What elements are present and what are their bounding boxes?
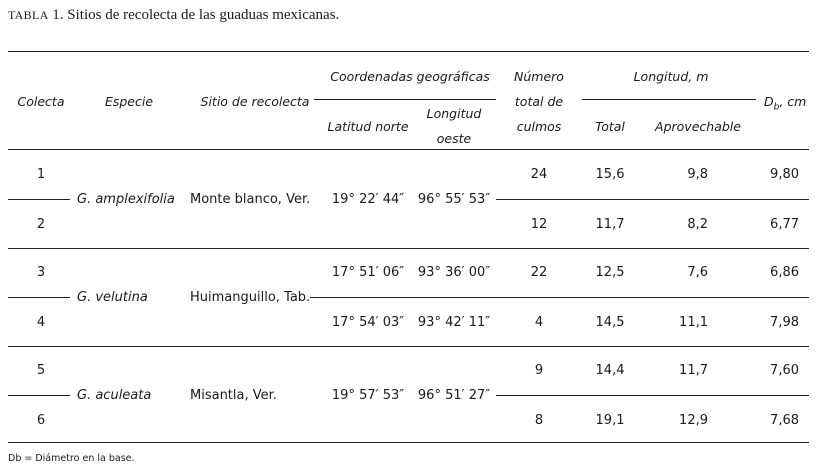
total-cell: 12,5 bbox=[595, 265, 625, 280]
header-numero-l2: total de bbox=[514, 94, 564, 109]
especie-cell: G. velutina bbox=[77, 290, 148, 305]
aprovechable-cell: 8,2 bbox=[687, 217, 708, 232]
table-label-number: 1. bbox=[52, 7, 64, 23]
culmos-cell: 4 bbox=[534, 315, 544, 330]
especie-cell: G. aculeata bbox=[77, 388, 152, 403]
row-divider bbox=[496, 199, 809, 200]
aprovechable-cell: 9,8 bbox=[687, 167, 708, 182]
header-coordenadas: Coordenadas geográficas bbox=[330, 69, 490, 84]
db-cell: 9,80 bbox=[770, 167, 799, 182]
longitud-cell: 96° 51′ 27″ bbox=[417, 388, 491, 403]
header-db bbox=[764, 94, 806, 113]
colecta-cell: 4 bbox=[36, 315, 46, 330]
latitud-cell: 17° 51′ 06″ bbox=[331, 265, 405, 280]
longitud-underline bbox=[582, 99, 756, 100]
colecta-cell: 5 bbox=[36, 363, 46, 378]
header-bottom-rule bbox=[8, 149, 809, 150]
aprovechable-cell: 11,1 bbox=[679, 315, 708, 330]
top-rule bbox=[8, 51, 809, 52]
header-db-sub: b bbox=[773, 102, 780, 113]
db-cell: 6,86 bbox=[770, 265, 799, 280]
header-longitud-l2: oeste bbox=[436, 131, 472, 146]
group-rule bbox=[8, 248, 809, 249]
row-divider bbox=[8, 199, 70, 200]
header-colecta: Colecta bbox=[17, 94, 65, 109]
table-label-prefix: TABLA bbox=[8, 8, 49, 22]
header-numero-l1: Número bbox=[514, 69, 564, 84]
aprovechable-cell: 7,6 bbox=[687, 265, 708, 280]
row-divider bbox=[8, 297, 70, 298]
culmos-cell: 8 bbox=[534, 413, 544, 428]
header-longitud-l1: Longitud bbox=[426, 106, 482, 121]
coords-underline bbox=[314, 99, 496, 100]
table-title bbox=[8, 7, 339, 24]
aprovechable-cell: 11,7 bbox=[679, 363, 708, 378]
culmos-cell: 24 bbox=[530, 167, 548, 182]
sitio-cell: Misantla, Ver. bbox=[190, 388, 277, 403]
latitud-cell: 19° 22′ 44″ bbox=[331, 192, 405, 207]
culmos-cell: 22 bbox=[530, 265, 548, 280]
db-cell: 7,68 bbox=[770, 413, 799, 428]
latitud-cell: 17° 54′ 03″ bbox=[331, 315, 405, 330]
longitud-cell: 93° 36′ 00″ bbox=[417, 265, 491, 280]
culmos-cell: 12 bbox=[530, 217, 548, 232]
table-title-text: Sitios de recolecta de las guaduas mexicanas. bbox=[67, 7, 340, 23]
colecta-cell: 3 bbox=[36, 265, 46, 280]
db-cell: 7,60 bbox=[770, 363, 799, 378]
header-especie: Especie bbox=[104, 94, 154, 109]
header-longitud-m: Longitud, m bbox=[633, 69, 709, 84]
header-db-main: D bbox=[764, 94, 774, 109]
header-sitio: Sitio de recolecta bbox=[200, 94, 310, 109]
colecta-cell: 1 bbox=[36, 167, 46, 182]
total-cell: 15,6 bbox=[595, 167, 625, 182]
longitud-cell: 96° 55′ 53″ bbox=[417, 192, 491, 207]
header-latitud: Latitud norte bbox=[327, 119, 409, 134]
sitio-cell: Monte blanco, Ver. bbox=[190, 192, 311, 207]
db-cell: 6,77 bbox=[770, 217, 799, 232]
header-numero-l3: culmos bbox=[516, 119, 562, 134]
header-aprovechable: Aprovechable bbox=[655, 119, 741, 134]
total-cell: 11,7 bbox=[595, 217, 625, 232]
db-cell: 7,98 bbox=[770, 315, 799, 330]
sitio-cell: Huimanguillo, Tab. bbox=[190, 290, 311, 305]
total-cell: 14,4 bbox=[595, 363, 625, 378]
row-divider bbox=[310, 297, 809, 298]
bottom-rule bbox=[8, 442, 809, 443]
total-cell: 14,5 bbox=[595, 315, 625, 330]
footnote: Db = Diámetro en la base. bbox=[8, 453, 135, 464]
group-rule bbox=[8, 346, 809, 347]
aprovechable-cell: 12,9 bbox=[679, 413, 708, 428]
colecta-cell: 6 bbox=[36, 413, 46, 428]
row-divider bbox=[496, 395, 809, 396]
especie-cell: G. amplexifolia bbox=[77, 192, 175, 207]
header-total: Total bbox=[595, 119, 625, 134]
longitud-cell: 93° 42′ 11″ bbox=[417, 315, 491, 330]
total-cell: 19,1 bbox=[595, 413, 625, 428]
culmos-cell: 9 bbox=[534, 363, 544, 378]
header-db-unit: , cm bbox=[779, 94, 807, 109]
colecta-cell: 2 bbox=[36, 217, 46, 232]
latitud-cell: 19° 57′ 53″ bbox=[331, 388, 405, 403]
row-divider bbox=[8, 395, 70, 396]
